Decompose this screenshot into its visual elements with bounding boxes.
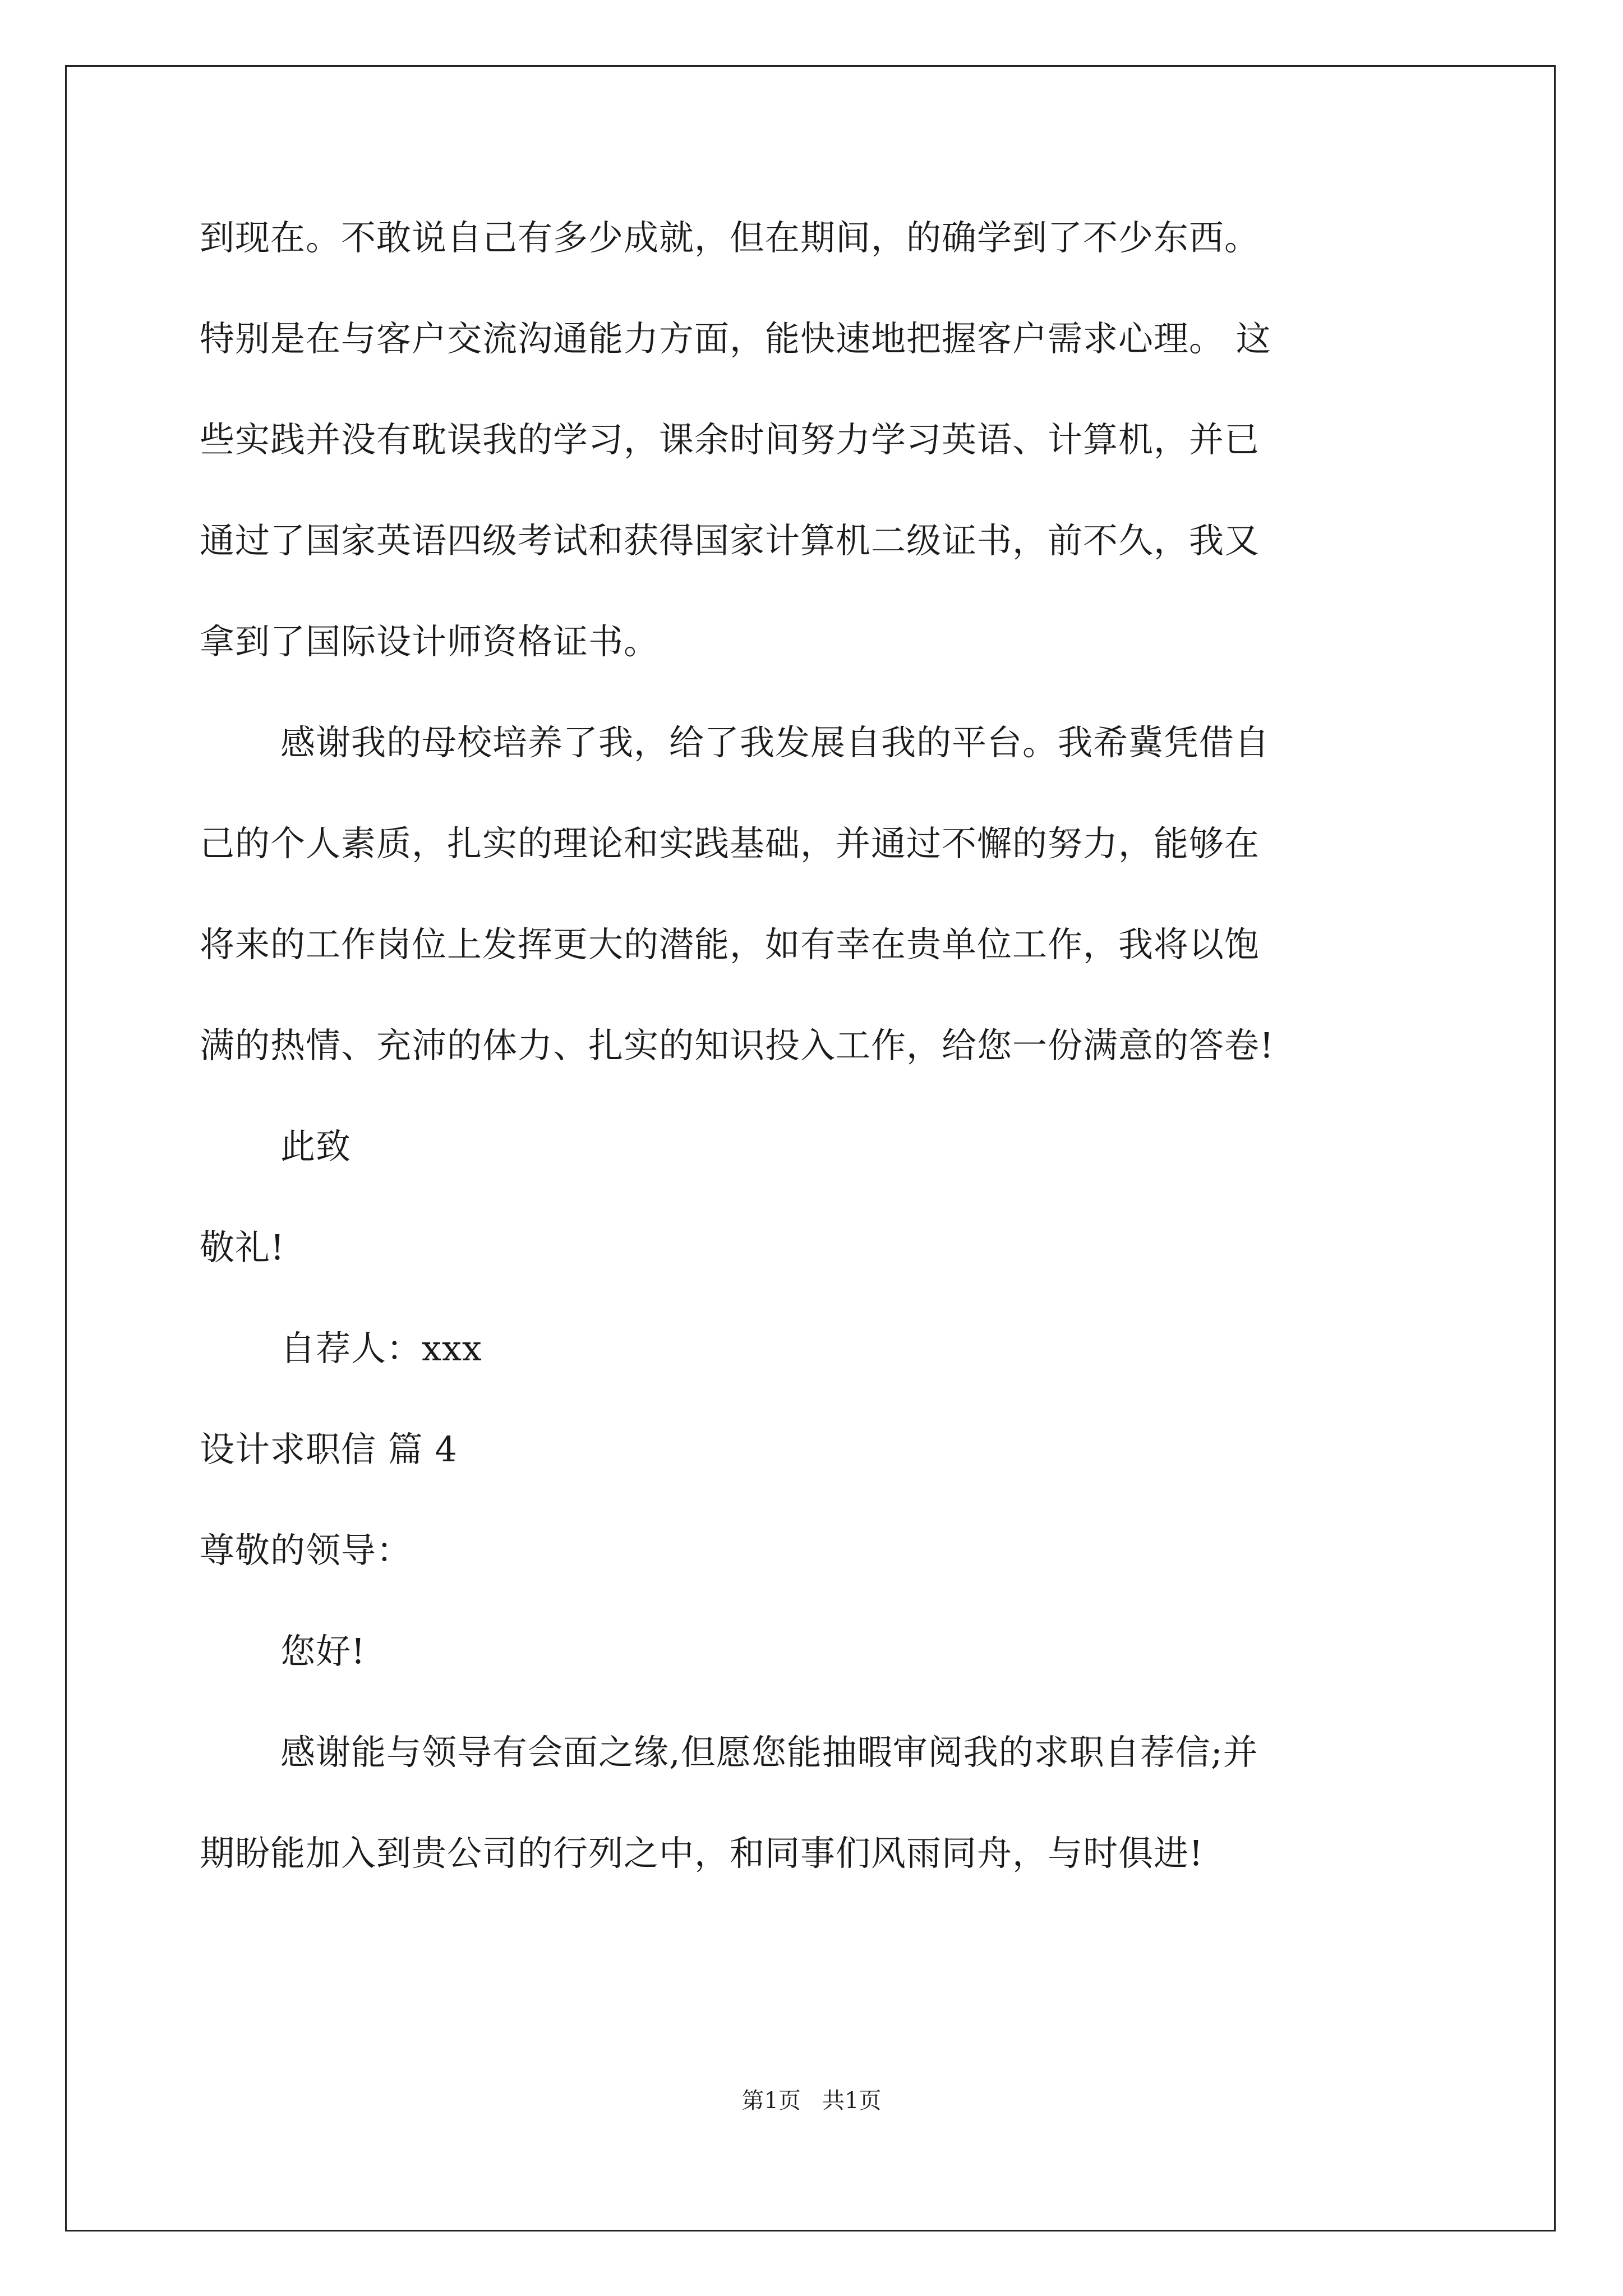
text-line-5: 拿到了国际设计师资格证书。 <box>200 621 660 662</box>
text-line-8: 将来的工作岗位上发挥更大的潜能，如有幸在贵单位工作，我将以饱 <box>200 924 1260 965</box>
text-line-1: 到现在。不敢说自己有多少成就，但在期间，的确学到了不少东西。 <box>200 217 1260 258</box>
text-line-9: 满的热情、充沛的体力、扎实的知识投入工作，给您一份满意的答卷! <box>200 1025 1274 1066</box>
paragraph-first-line: 感谢我的母校培养了我，给了我发展自我的平台。我希冀凭借自 <box>280 722 1270 763</box>
page-footer: 第1页 共1页 <box>741 2088 882 2114</box>
text-line-17: 期盼能加入到贵公司的行列之中，和同事们风雨同舟，与时俱进! <box>200 1833 1204 1874</box>
section-heading: 设计求职信 篇 4 <box>200 1429 458 1470</box>
text-line-4: 通过了国家英语四级考试和获得国家计算机二级证书，前不久，我又 <box>200 520 1260 561</box>
closing-regards: 敬礼! <box>200 1227 285 1268</box>
paragraph-first-line: 感谢能与领导有会面之缘,但愿您能抽暇审阅我的求职自荐信;并 <box>280 1732 1258 1773</box>
text-line-7: 己的个人素质，扎实的理论和实践基础，并通过不懈的努力，能够在 <box>200 823 1260 864</box>
signature-line: 自荐人：xxx <box>280 1328 482 1369</box>
text-line-3: 些实践并没有耽误我的学习，课余时间努力学习英语、计算机，并已 <box>200 419 1260 460</box>
closing-salutation: 此致 <box>280 1126 352 1167</box>
text-line-2: 特别是在与客户交流沟通能力方面，能快速地把握客户需求心理。 这 <box>200 318 1271 359</box>
greeting-line: 尊敬的领导： <box>200 1530 412 1571</box>
greeting-hello: 您好! <box>280 1631 366 1672</box>
